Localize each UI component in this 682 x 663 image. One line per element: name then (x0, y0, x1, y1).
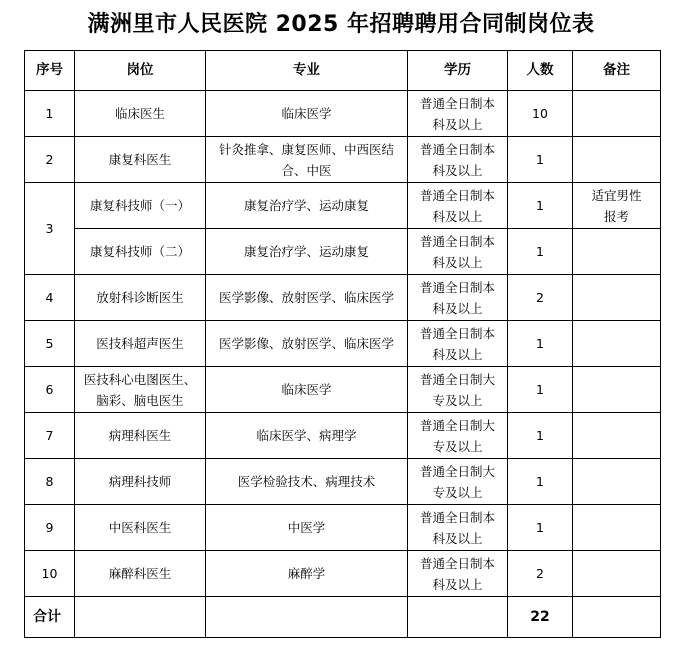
cell-education (408, 459, 508, 505)
cell-education-line1: 普通全日制本 (419, 325, 495, 341)
cell-education-line1: 普通全日制大 (419, 417, 495, 433)
cell-education-line2: 科及以上 (432, 254, 483, 270)
cell-major: 麻醉学 (206, 551, 408, 597)
cell-major: 医学影像、放射医学、临床医学 (206, 275, 408, 321)
cell-major: 中医学 (206, 505, 408, 551)
cell-major: 康复治疗学、运动康复 (206, 229, 408, 275)
header-education: 学历 (408, 51, 508, 91)
cell-seq: 4 (25, 275, 75, 321)
header-remarks: 备注 (573, 51, 661, 91)
cell-seq: 1 (25, 91, 75, 137)
table-row (25, 91, 661, 137)
table-row (25, 459, 661, 505)
cell-position: 康复科技师（一） (75, 183, 206, 229)
cell-seq: 10 (25, 551, 75, 597)
cell-major: 临床医学 (206, 367, 408, 413)
cell-education-line1: 普通全日制本 (419, 279, 495, 295)
cell-seq: 7 (25, 413, 75, 459)
table-row (25, 505, 661, 551)
cell-education-line2: 科及以上 (432, 576, 483, 592)
cell-education-line2: 科及以上 (432, 530, 483, 546)
cell-education-line1: 普通全日制本 (419, 555, 495, 571)
cell-education-line2: 专及以上 (432, 484, 483, 500)
table-row (25, 321, 661, 367)
cell-remarks (573, 91, 661, 137)
cell-education-line1: 普通全日制本 (419, 187, 495, 203)
cell-count: 2 (508, 551, 573, 597)
cell-seq: 5 (25, 321, 75, 367)
cell-count: 1 (508, 413, 573, 459)
cell-count: 2 (508, 275, 573, 321)
cell-position: 病理科技师 (75, 459, 206, 505)
cell-remarks (573, 367, 661, 413)
cell-position: 医技科超声医生 (75, 321, 206, 367)
cell-education-line1: 普通全日制本 (419, 95, 495, 111)
cell-position (75, 367, 206, 413)
cell-major: 临床医学、病理学 (206, 413, 408, 459)
cell-remarks (573, 183, 661, 229)
cell-count: 1 (508, 183, 573, 229)
table-header-row (25, 51, 661, 91)
total-label: 合计 (25, 597, 75, 638)
cell-seq: 3 (25, 183, 75, 275)
page-title: 满洲里市人民医院 2025 年招聘聘用合同制岗位表 (87, 12, 595, 37)
cell-education-line1: 普通全日制大 (419, 463, 495, 479)
cell-count: 1 (508, 137, 573, 183)
cell-position-line2: 脑彩、脑电医生 (96, 392, 184, 408)
cell-remarks (573, 459, 661, 505)
cell-education-line2: 科及以上 (432, 116, 483, 132)
cell-remarks (573, 505, 661, 551)
cell-position: 临床医生 (75, 91, 206, 137)
cell-major (206, 137, 408, 183)
cell-education (408, 413, 508, 459)
cell-seq: 8 (25, 459, 75, 505)
cell-position: 康复科医生 (75, 137, 206, 183)
cell-position: 病理科医生 (75, 413, 206, 459)
cell-position: 中医科医生 (75, 505, 206, 551)
header-major: 专业 (206, 51, 408, 91)
cell-remarks (573, 137, 661, 183)
total-row (25, 597, 661, 638)
cell-education (408, 275, 508, 321)
cell-remarks (573, 229, 661, 275)
cell-seq: 2 (25, 137, 75, 183)
positions-table (24, 50, 661, 638)
cell-major-line2: 合、中医 (281, 162, 332, 178)
total-count: 22 (508, 597, 573, 638)
table-row (25, 551, 661, 597)
cell-position (75, 597, 206, 638)
cell-education (408, 137, 508, 183)
cell-education (408, 229, 508, 275)
cell-major (206, 597, 408, 638)
cell-major: 医学检验技术、病理技术 (206, 459, 408, 505)
cell-education (408, 91, 508, 137)
table-row (25, 413, 661, 459)
cell-major: 医学影像、放射医学、临床医学 (206, 321, 408, 367)
cell-count: 1 (508, 505, 573, 551)
cell-remarks (573, 275, 661, 321)
table-row (25, 367, 661, 413)
cell-education-line1: 普通全日制本 (419, 141, 495, 157)
cell-major: 康复治疗学、运动康复 (206, 183, 408, 229)
table-row (25, 275, 661, 321)
cell-major: 临床医学 (206, 91, 408, 137)
table-row (25, 229, 661, 275)
cell-major-line1: 针灸推拿、康复医师、中西医结 (218, 141, 394, 157)
cell-position-line1: 医技科心电图医生、 (83, 371, 197, 387)
cell-education-line2: 科及以上 (432, 208, 483, 224)
cell-seq: 6 (25, 367, 75, 413)
cell-education-line2: 科及以上 (432, 346, 483, 362)
cell-education (408, 183, 508, 229)
cell-education (408, 505, 508, 551)
cell-education-line1: 普通全日制大 (419, 371, 495, 387)
cell-remarks (573, 413, 661, 459)
cell-position: 康复科技师（二） (75, 229, 206, 275)
cell-education (408, 597, 508, 638)
cell-count: 1 (508, 459, 573, 505)
cell-education-line1: 普通全日制本 (419, 233, 495, 249)
table-row (25, 137, 661, 183)
cell-education-line2: 科及以上 (432, 162, 483, 178)
cell-count: 1 (508, 367, 573, 413)
header-count: 人数 (508, 51, 573, 91)
cell-remarks (573, 551, 661, 597)
cell-remarks-line1: 适宜男性 (591, 187, 642, 203)
cell-seq: 9 (25, 505, 75, 551)
cell-education-line2: 专及以上 (432, 438, 483, 454)
header-seq: 序号 (25, 51, 75, 91)
header-position: 岗位 (75, 51, 206, 91)
table-row (25, 183, 661, 229)
cell-education-line1: 普通全日制本 (419, 509, 495, 525)
cell-count: 1 (508, 321, 573, 367)
cell-position: 麻醉科医生 (75, 551, 206, 597)
cell-remarks-line2: 报考 (603, 208, 629, 224)
cell-position: 放射科诊断医生 (75, 275, 206, 321)
cell-count: 1 (508, 229, 573, 275)
cell-education-line2: 科及以上 (432, 300, 483, 316)
cell-education-line2: 专及以上 (432, 392, 483, 408)
cell-education (408, 367, 508, 413)
cell-education (408, 321, 508, 367)
cell-education (408, 551, 508, 597)
cell-remarks (573, 321, 661, 367)
cell-count: 10 (508, 91, 573, 137)
cell-remarks (573, 597, 661, 638)
